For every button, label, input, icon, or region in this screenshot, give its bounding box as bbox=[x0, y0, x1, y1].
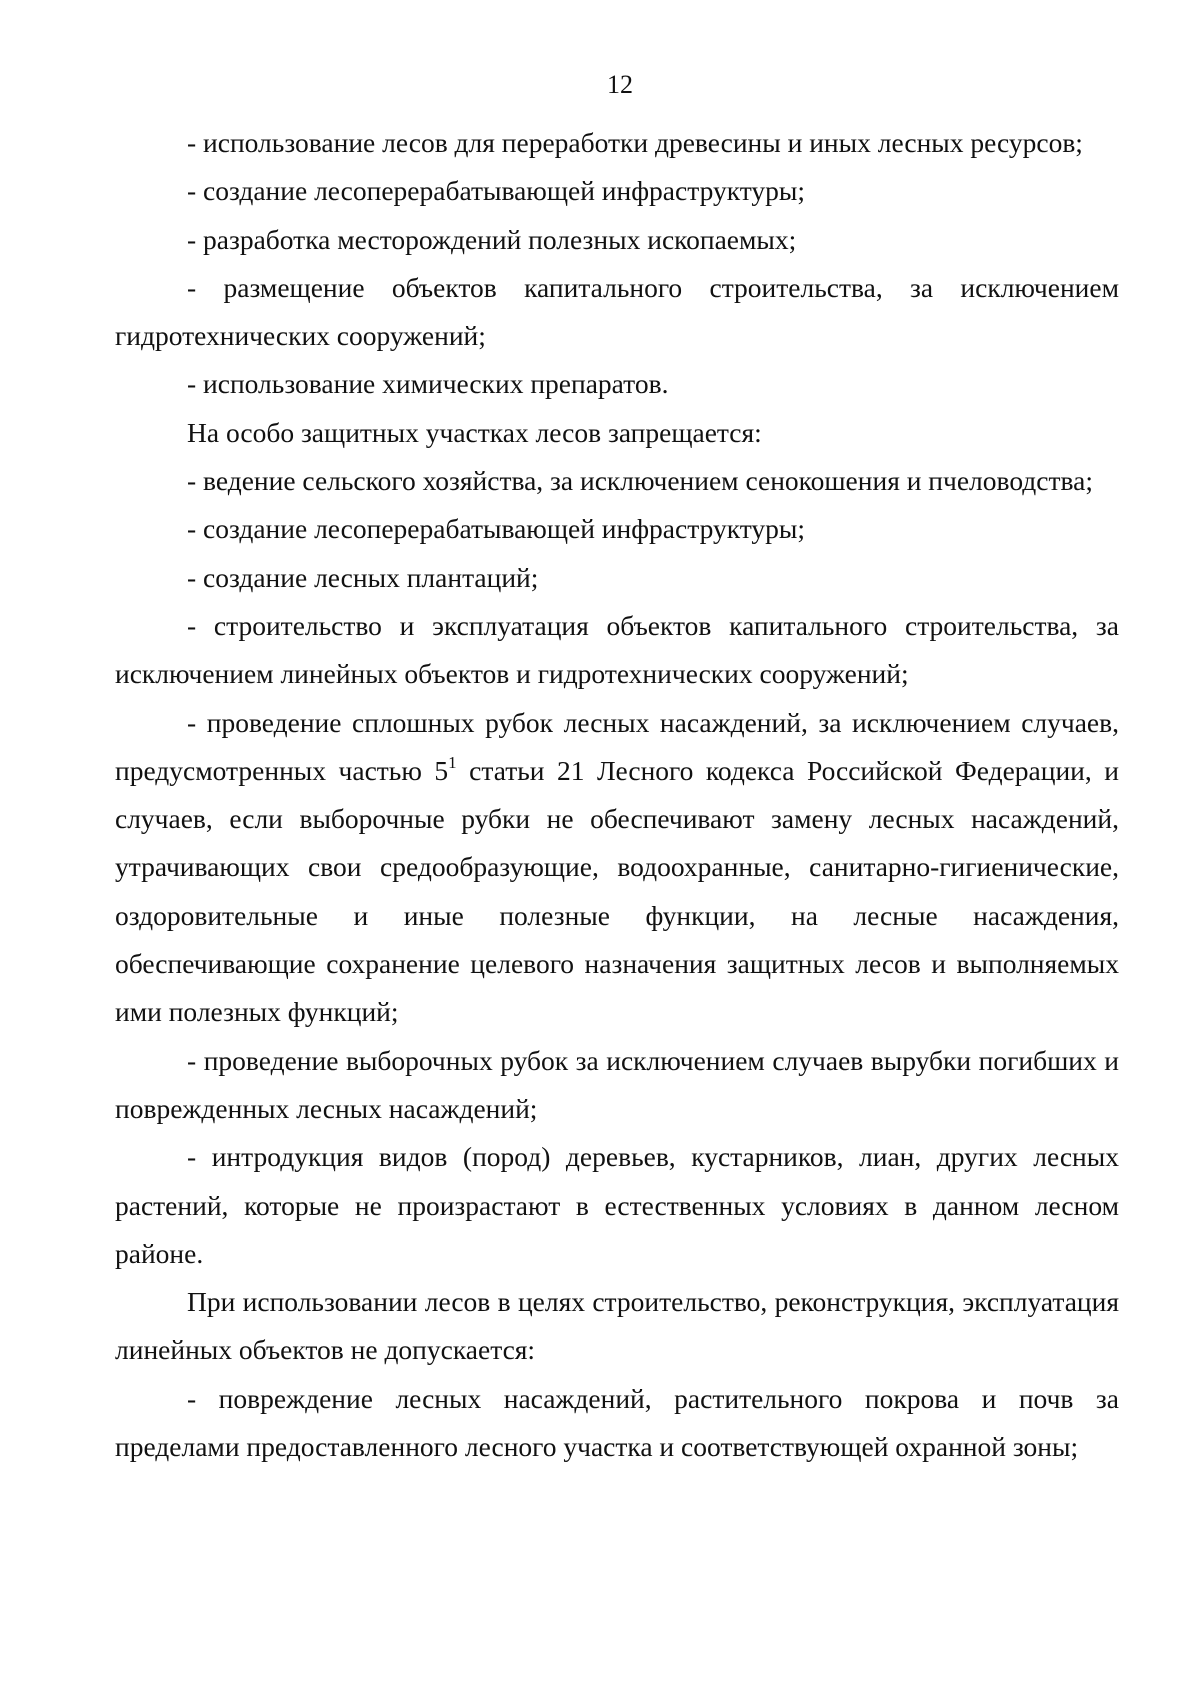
paragraph-9: - создание лесных плантаций; bbox=[187, 561, 539, 593]
paragraph-15: - повреждение лесных насаждений, растительного покрова и почв за пределами предоставленного лесного участка и соответствующей охранной зоны; bbox=[115, 1382, 1119, 1463]
paragraph-11 bbox=[115, 699, 1119, 1037]
page-number: 12 bbox=[607, 70, 633, 99]
paragraph-12: - проведение выборочных рубок за исключением случаев вырубки погибших и поврежденных лесных насаждений; bbox=[115, 1044, 1119, 1124]
paragraph-10: - строительство и эксплуатация объектов капитального строительства, за исключением линейных объектов и гидротехнических сооружений; bbox=[115, 609, 1119, 690]
paragraph-8: - создание лесоперерабатывающей инфраструктуры; bbox=[187, 513, 805, 545]
paragraph-14: При использовании лесов в целях строительство, реконструкция, эксплуатация линейных объектов не допускается: bbox=[115, 1286, 1119, 1366]
paragraph-1: - использование лесов для переработки древесины и иных лесных ресурсов; bbox=[187, 127, 1083, 158]
paragraph-13: - интродукция видов (пород) деревьев, кустарников, лиан, других лесных растений, которые не произрастают в естественных условиях в данном лесном районе. bbox=[115, 1141, 1119, 1269]
paragraph-7: - ведение сельского хозяйства, за исключением сенокошения и пчеловодства; bbox=[187, 465, 1093, 497]
paragraph-5: - использование химических препаратов. bbox=[187, 368, 669, 400]
paragraph-11-before: - проведение сплошных рубок лесных насаждений, за исключением случаев, предусмотренных частью 5 bbox=[115, 706, 1119, 786]
paragraph-11-after: статьи 21 Лесного кодекса Российской Федерации, и случаев, если выборочные рубки не обеспечивают замену лесных насаждений, утрачивающих свои средообразующие, водоохранные, санитарно-гигиенические, оздоровительные и иные полезные функции, на лесные насаждения, обеспечивающие сохранение целевого назначения защитных лесов и выполняемых ими полезных функций; bbox=[115, 754, 1119, 1028]
paragraph-2: - создание лесоперерабатывающей инфраструктуры; bbox=[187, 175, 805, 207]
paragraph-3: - разработка месторождений полезных ископаемых; bbox=[187, 223, 797, 255]
superscript-mark: 1 bbox=[448, 752, 457, 772]
document-body bbox=[115, 119, 1119, 1471]
paragraph-4: - размещение объектов капитального строительства, за исключением гидротехнических сооружений; bbox=[115, 271, 1119, 352]
paragraph-6: На особо защитных участках лесов запрещается: bbox=[187, 416, 762, 448]
